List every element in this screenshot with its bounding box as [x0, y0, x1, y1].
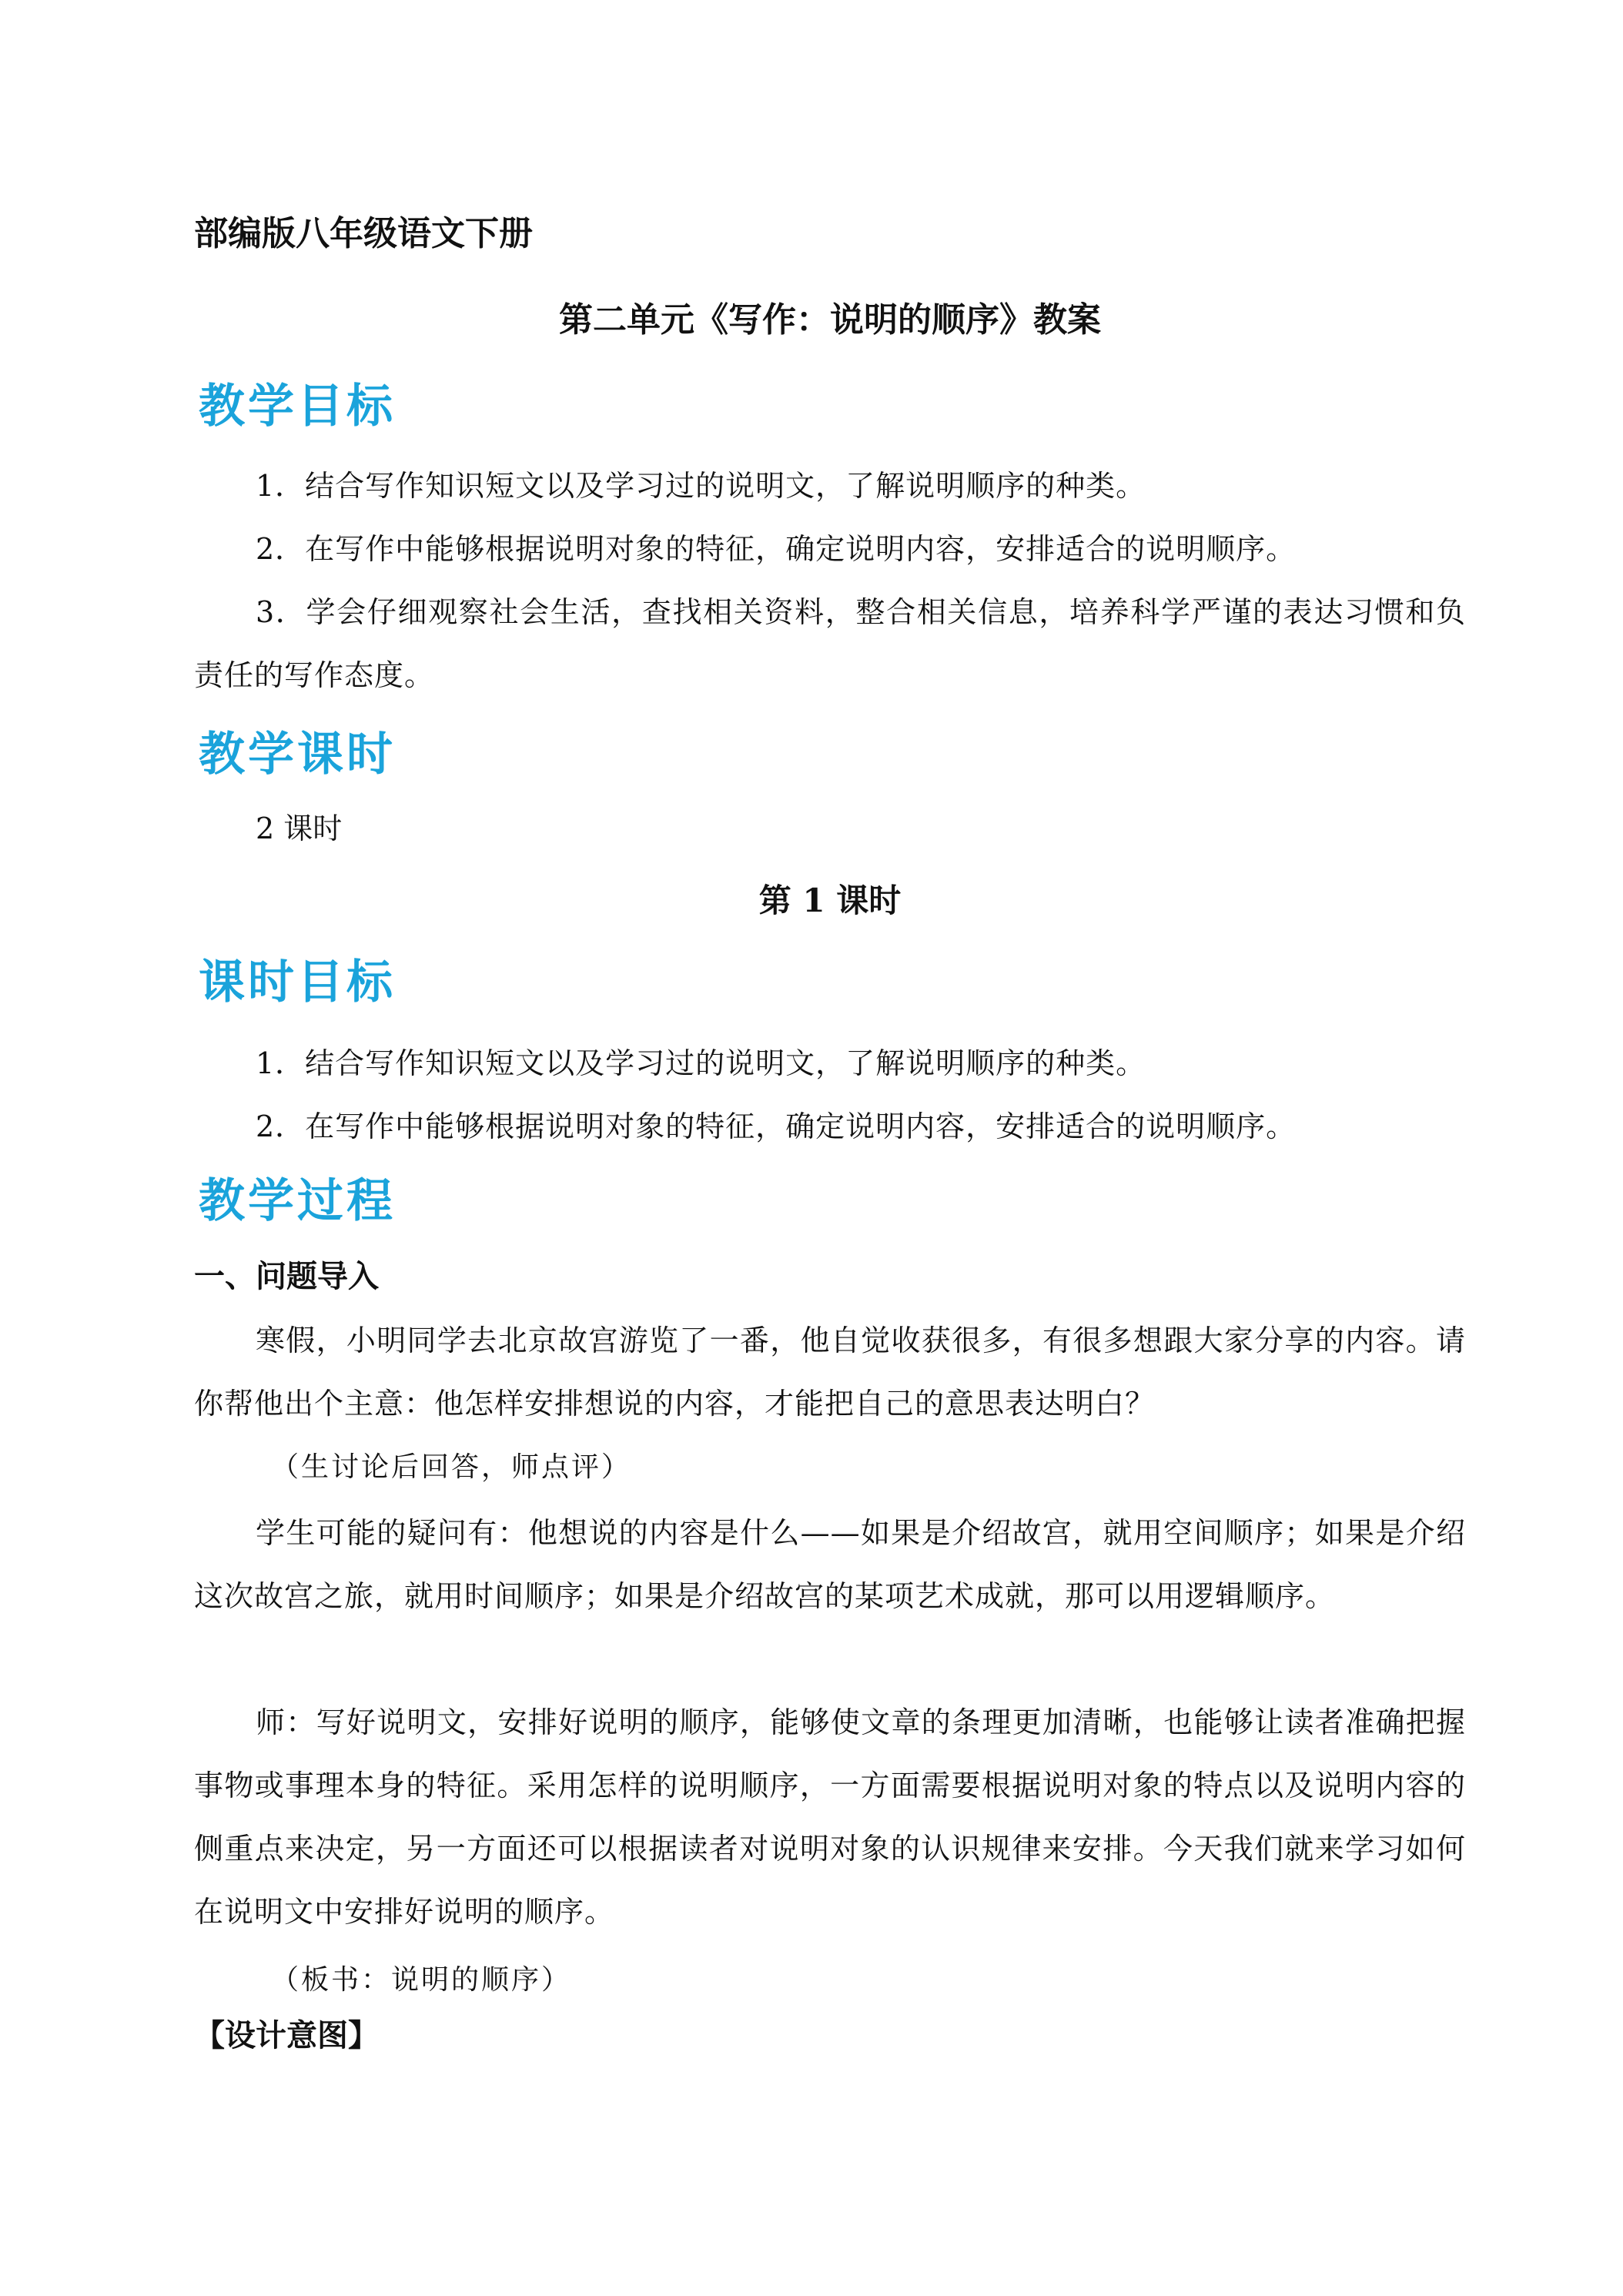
document-title: 第二单元《写作：说明的顺序》教案 — [559, 300, 1101, 340]
lesson-goal-2: 2．在写作中能够根据说明对象的特征，确定说明内容，安排适合的说明顺序。 — [256, 1110, 1297, 1143]
lesson-goals-heading: 课时目标 — [199, 956, 396, 1009]
process-paragraph-3: 师：写好说明文，安排好说明的顺序，能够使文章的条理更加清晰，也能够让读者准确把握事物或事理本身的特征。采用怎样的说明顺序，一方面需要根据说明对象的特点以及说明内容的侧重点来决定，另一方面还可以根据读者对说明对象的认识规律来安排。今天我们就来学习如何在说明文中安排好说明的顺序。 — [194, 1705, 1466, 1929]
teaching-goal-1: 1．结合写作知识短文以及学习过的说明文，了解说明顺序的种类。 — [256, 469, 1146, 503]
class-hours-heading: 教学课时 — [199, 728, 396, 782]
lesson-1-title: 第 1 课时 — [758, 882, 902, 919]
book-title: 部编版八年级语文下册 — [194, 214, 533, 253]
class-hours-value: 2 课时 — [256, 812, 343, 845]
part-1-title: 一、问题导入 — [194, 1258, 379, 1294]
teaching-goals-heading: 教学目标 — [199, 380, 396, 433]
process-paragraph-2: 学生可能的疑问有：他想说的内容是什么——如果是介绍故宫，就用空间顺序；如果是介绍这次故宫之旅，就用时间顺序；如果是介绍故宫的某项艺术成就，那可以用逻辑顺序。 — [194, 1516, 1466, 1613]
design-intent-label: 【设计意图】 — [194, 2017, 379, 2053]
process-note-1: （生讨论后回答，师点评） — [271, 1451, 632, 1483]
teaching-goal-2: 2．在写作中能够根据说明对象的特征，确定说明内容，安排适合的说明顺序。 — [256, 532, 1297, 566]
process-paragraph-1: 寒假，小明同学去北京故宫游览了一番，他自觉收获很多，有很多想跟大家分享的内容。请你帮他出个主意：他怎样安排想说的内容，才能把自己的意思表达明白？ — [194, 1324, 1466, 1421]
teaching-goal-3: 3．学会仔细观察社会生活，查找相关资料，整合相关信息，培养科学严谨的表达习惯和负责任的写作态度。 — [194, 595, 1466, 692]
teaching-process-heading: 教学过程 — [199, 1174, 396, 1228]
lesson-goal-1: 1．结合写作知识短文以及学习过的说明文，了解说明顺序的种类。 — [256, 1046, 1146, 1080]
process-note-2: （板书：说明的顺序） — [271, 1964, 572, 1996]
